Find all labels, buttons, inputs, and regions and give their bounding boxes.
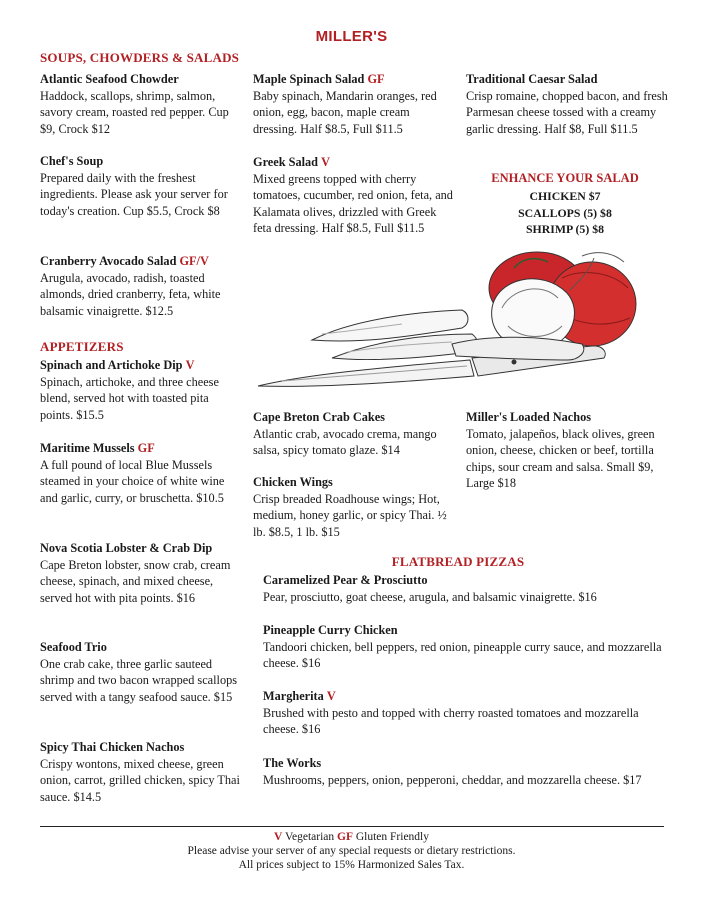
item-name: Miller's Loaded Nachos [466,410,592,424]
menu-item [253,409,458,459]
item-name: Chef's Soup [40,154,104,168]
menu-item [40,153,242,219]
enhance-option: CHICKEN $7 [529,189,601,203]
item-description: Mixed greens topped with cherry tomatoes, cucumber, red onion, feta, and Kalamata olives, drizzled with Greek feta dressing. Half $8.5, Full $11.5 [253,171,453,236]
menu-item [40,639,240,705]
enhance-your-salad [466,170,664,238]
item-description: Tomato, jalapeños, black olives, green onion, cheese, chicken or beef, tortilla chips, sour cream and salsa. Small $9, Large $18 [466,426,655,491]
item-description: A full pound of local Blue Mussels steamed in your choice of white wine and garlic, curry, or bruschetta. $10.5 [40,457,225,505]
item-tag: V [326,689,336,703]
item-description: Cape Breton lobster, snow crab, cream cheese, spinach, and mixed cheese, served hot with pita points. $16 [40,557,231,605]
menu-item [263,755,663,788]
menu-item [40,71,245,137]
legend-gf-tag: GF [337,831,353,843]
menu-item [263,688,663,738]
section-heading-flatbread: FLATBREAD PIZZAS [391,554,525,569]
item-description: Prepared daily with the freshest ingredients. Please ask your server for today's creation. Cup $5.5, Crock $8 [40,170,228,218]
menu-item [466,409,666,492]
item-name: Spinach and Artichoke Dip [40,358,183,372]
item-name: Greek Salad [253,155,319,169]
item-name: Maple Spinach Salad [253,72,365,86]
tax-notice: All prices subject to 15% Harmonized Sales Tax. [238,859,465,871]
legend-gf-label: Gluten Friendly [355,831,430,843]
item-description: Tandoori chicken, bell peppers, red onion, pineapple curry sauce, and mozzarella cheese. $16 [263,639,662,671]
menu-item [40,440,242,506]
legend-v-tag: V [273,831,283,843]
menu-item [263,572,663,605]
menu-item [40,739,245,805]
item-description: Crisp romaine, chopped bacon, and fresh Parmesan cheese tossed with a creamy garlic dressing. Half $8, Full $11.5 [466,88,668,136]
menu-item [253,154,453,237]
item-name: Seafood Trio [40,640,107,654]
item-tag: V [185,358,195,372]
item-description: Baby spinach, Mandarin oranges, red onion, egg, bacon, maple cream dressing. Half $8.5, Full $11.5 [253,88,437,136]
item-description: One crab cake, three garlic sauteed shrimp and two bacon wrapped scallops served with a tangy seafood sauce. $15 [40,656,238,704]
item-name: Spicy Thai Chicken Nachos [40,740,185,754]
item-description: Crispy wontons, mixed cheese, green onion, carrot, grilled chicken, spicy Thai sauce. $14.5 [40,756,240,804]
item-tag: GF [367,72,385,86]
item-name: Chicken Wings [253,475,333,489]
item-name: Nova Scotia Lobster & Crab Dip [40,541,213,555]
item-name: Cranberry Avocado Salad [40,254,177,268]
item-description: Brushed with pesto and topped with cherry roasted tomatoes and mozzarella cheese. $16 [263,705,639,737]
enhance-option: SCALLOPS (5) $8 [518,205,612,220]
item-description: Haddock, scallops, shrimp, salmon, savory cream, roasted red pepper. Cup $9, Crock $12 [40,88,229,136]
enhance-option: SHRIMP (5) $8 [526,222,604,237]
section-heading-appetizers: APPETIZERS [40,339,124,354]
menu-item [253,71,453,137]
enhance-heading: ENHANCE YOUR SALAD [491,171,639,185]
item-description: Atlantic crab, avocado crema, mango salsa, spicy tomato glaze. $14 [253,426,437,458]
item-tag: GF/V [179,254,209,268]
menu-item [40,540,242,606]
menu-item [466,71,668,137]
item-name: Pineapple Curry Chicken [263,623,398,637]
menu-item [253,474,453,540]
item-description: Spinach, artichoke, and three cheese blend, served hot with toasted pita points. $15.5 [40,374,219,422]
item-description: Mushrooms, peppers, onion, pepperoni, cheddar, and mozzarella cheese. $17 [263,772,642,787]
item-tag: GF [137,441,155,455]
item-name: Cape Breton Crab Cakes [253,410,385,424]
menu-item [263,622,663,672]
menu-item [40,357,242,423]
item-name: The Works [263,756,322,770]
section-heading-soups: SOUPS, CHOWDERS & SALADS [40,50,240,65]
item-description: Crisp breaded Roadhouse wings; Hot, medium, honey garlic, or spicy Thai. ½ lb. $8.5, 1 lb. $15 [253,491,447,539]
restaurant-title: MILLER'S [315,28,388,45]
dietary-notice: Please advise your server of any special requests or dietary restrictions. [187,845,516,857]
item-description: Pear, prosciutto, goat cheese, arugula, and balsamic vinaigrette. $16 [263,589,597,604]
footer-divider [40,826,664,827]
legend-line [0,830,703,844]
item-name: Atlantic Seafood Chowder [40,72,179,86]
legend-v-label: Vegetarian [284,831,335,843]
item-tag: V [321,155,330,169]
vegetables-and-knife-sketch-icon [252,248,638,396]
item-description: Arugula, avocado, radish, toasted almonds, dried cranberry, feta, white balsamic vinaigrette. $12.5 [40,270,221,318]
item-name: Caramelized Pear & Prosciutto [263,573,428,587]
item-name: Maritime Mussels [40,441,135,455]
menu-item [40,253,245,319]
footer [0,830,703,872]
item-name: Traditional Caesar Salad [466,72,598,86]
item-name: Margherita [263,689,324,703]
